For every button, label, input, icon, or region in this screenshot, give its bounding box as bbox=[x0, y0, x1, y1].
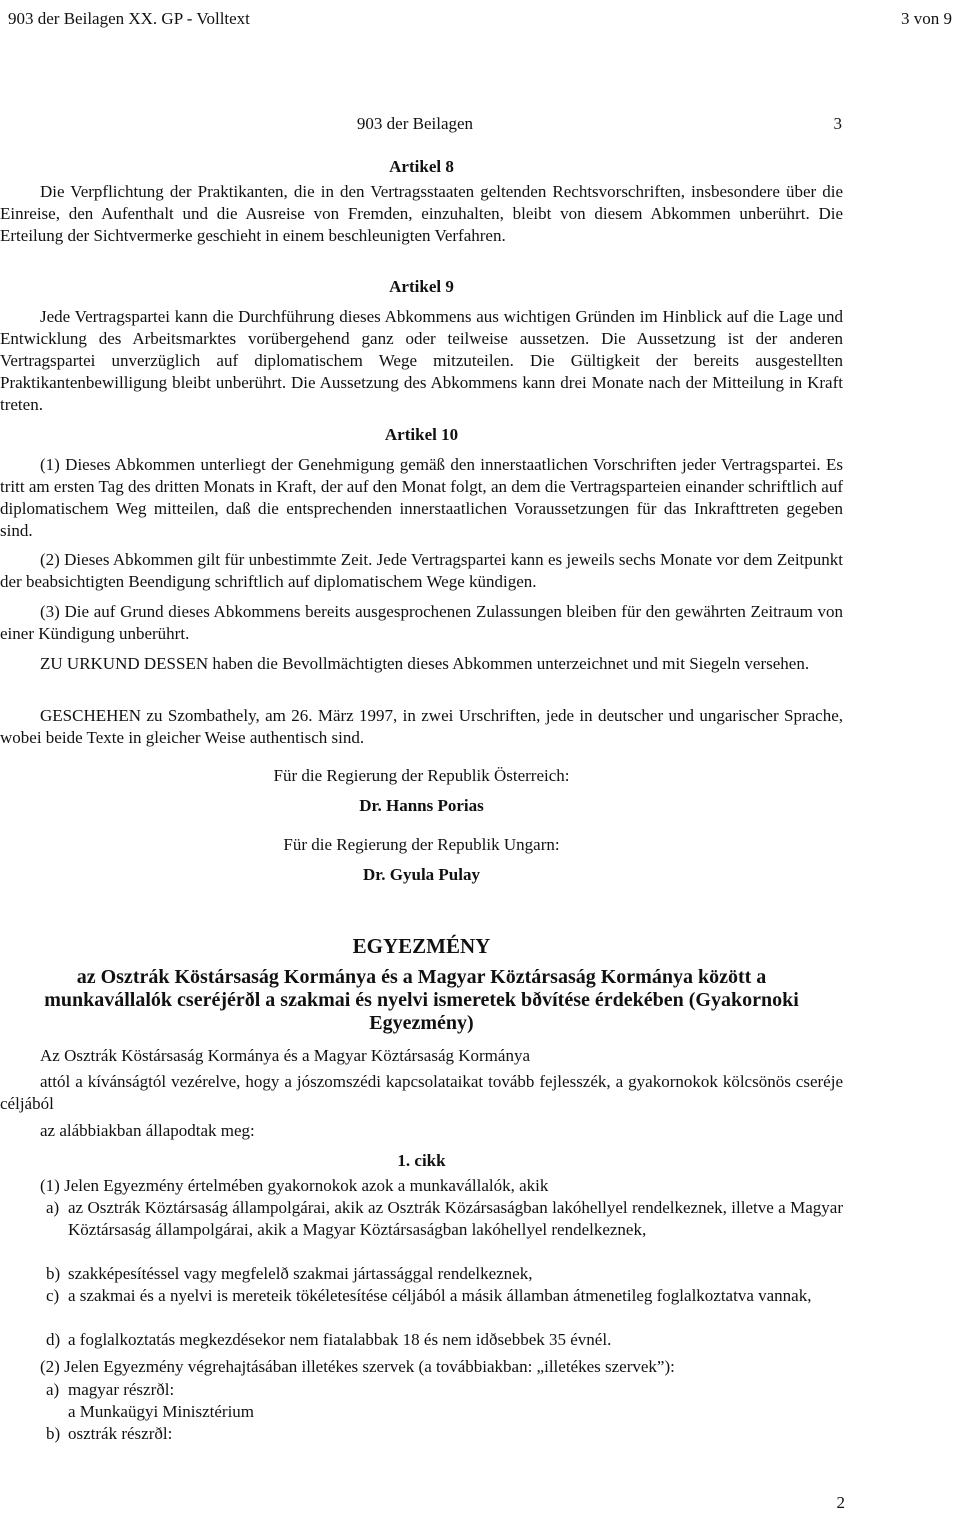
article-10-paragraph-3: (3) Die auf Grund dieses Abkommens bereits ausgesprochenen Zulassungen bleiben für den gewährten Zeitraum von einer Kündigung unberührt. bbox=[0, 602, 843, 643]
cikk-1-item-text: szakképesítéssel vagy megfelelð szakmai jártassággal rendelkeznek, bbox=[68, 1264, 533, 1283]
article-9-paragraph: Jede Vertragspartei kann die Durchführung dieses Abkommens aus wichtigen Gründen im Hinblick auf die Lage und Entwicklung des Arbeitsmarktes vorübergehend ganz oder teilweise aussetzen. Die Aussetzung ist der anderen Vertragspartei unverzüglich auf diplomatischem Wege mitzuteilen. Die Gültigkeit der bereits ausgestellten Praktikantenbewilligung bleibt unberührt. Die Aussetzung des Abkommens kann drei Monate nach der Mitteilung in Kraft treten. bbox=[0, 307, 843, 414]
page-header-title: 903 der Beilagen bbox=[356, 114, 474, 133]
cikk-1-p2-b-label: b) bbox=[46, 1424, 61, 1443]
hungarian-intro-1: Az Osztrák Köstársaság Kormánya és a Magyar Köztársaság Kormánya bbox=[40, 1046, 530, 1065]
cikk-1-p2-a-sub: a Munkaügyi Minisztérium bbox=[68, 1402, 255, 1421]
article-8-text bbox=[0, 181, 843, 247]
urkund-text: ZU URKUND DESSEN haben die Bevollmächtigten dieses Abkommen unterzeichnet und mit Siegeln versehen. bbox=[40, 654, 810, 673]
article-10-heading: Artikel 10 bbox=[384, 425, 459, 444]
cikk-1-p2-a-text: magyar részrðl: bbox=[68, 1380, 175, 1399]
article-8-heading: Artikel 8 bbox=[389, 157, 454, 176]
cikk-1-p2-a-label: a) bbox=[46, 1380, 60, 1399]
signature-austria-name: Dr. Hanns Porias bbox=[359, 796, 484, 815]
urkund-paragraph bbox=[0, 653, 843, 675]
signature-austria-label: Für die Regierung der Republik Österreich: bbox=[273, 766, 570, 785]
hungarian-intro-2 bbox=[0, 1071, 843, 1115]
hungarian-subtitle-1: az Osztrák Köstársaság Kormánya és a Magyar Köztársaság Kormánya között a bbox=[76, 966, 767, 988]
article-10-p2 bbox=[0, 549, 843, 593]
footer-page-number: 2 bbox=[836, 1493, 845, 1512]
cikk-1-item-text: az Osztrák Köztársaság állampolgárai, akik az Osztrák Közársaságban lakóhellyel rendelkeznek, illetve a Magyar Köztársaság állampolgárai, akik a Magyar Köztársaságban lakóhellyel rendelkeznek, bbox=[68, 1198, 843, 1239]
print-header-title: 903 der Beilagen XX. GP - Volltext bbox=[8, 9, 250, 28]
article-9-text bbox=[0, 306, 843, 416]
signature-hungary-label: Für die Regierung der Republik Ungarn: bbox=[283, 835, 560, 854]
cikk-1-item-label: d) bbox=[46, 1330, 61, 1349]
article-8-paragraph: Die Verpflichtung der Praktikanten, die in den Vertragsstaaten geltenden Rechtsvorschriften, insbesondere über die Einreise, den Aufenthalt und die Ausreise von Fremden, einzuhalten, bleibt von diesem Abkommen unberührt. Die Erteilung der Sichtvermerke geschieht in einem beschleunigten Verfahren. bbox=[0, 182, 843, 245]
hungarian-title: EGYEZMÉNY bbox=[352, 934, 491, 958]
hungarian-subtitle-2: munkavállalók cseréjérðl a szakmai és nyelvi ismeretek bðvítése érdekében (Gyakornoki bbox=[44, 989, 799, 1011]
cikk-1-heading: 1. cikk bbox=[397, 1151, 446, 1170]
cikk-1-item-text: a foglalkoztatás megkezdésekor nem fiatalabbak 18 és nem idðsebbek 35 évnél. bbox=[68, 1330, 612, 1349]
article-10-paragraph-2: (2) Dieses Abkommen gilt für unbestimmte Zeit. Jede Vertragspartei kann es jeweils sechs Monate vor dem Zeitpunkt der beabsichtigten Beendigung schriftlich auf diplomatischem Wege kündigen. bbox=[0, 550, 843, 591]
article-10-p1 bbox=[0, 454, 843, 542]
print-header-page: 3 von 9 bbox=[901, 9, 952, 28]
signature-hungary-name: Dr. Gyula Pulay bbox=[363, 865, 480, 884]
article-10-paragraph-1: (1) Dieses Abkommen unterliegt der Genehmigung gemäß den innerstaatlichen Vorschriften jeder Vertragspartei. Es tritt am ersten Tag des dritten Monats in Kraft, der auf den Monat folgt, an dem die Vertragsparteien einander schriftlich auf diplomatischem Weg mitteilen, daß die entsprechenden innerstaatlichen Voraussetzungen für das Inkrafttreten gegeben sind. bbox=[0, 455, 843, 540]
geschehen-text: GESCHEHEN zu Szombathely, am 26. März 1997, in zwei Urschriften, jede in deutscher und ungarischer Sprache, wobei beide Texte in gleicher Weise authentisch sind. bbox=[0, 706, 843, 747]
geschehen-paragraph bbox=[0, 705, 843, 749]
cikk-1-item-text: a szakmai és a nyelvi is mereteik tökéletesítése céljából a másik államban átmenetileg foglalkoztatva vannak, bbox=[68, 1286, 812, 1305]
print-header bbox=[0, 8, 960, 30]
cikk-1-item-label: c) bbox=[46, 1286, 60, 1305]
hungarian-intro-2-text: attól a kívánságtól vezérelve, hogy a jószomszédi kapcsolataikat tovább fejlesszék, a gyakornokok kölcsönös cseréje céljából bbox=[0, 1072, 843, 1113]
article-10-p3 bbox=[0, 601, 843, 645]
cikk-1-p2: (2) Jelen Egyezmény végrehajtásában illetékes szervek (a továbbiakban: „illetékes szervek”): bbox=[40, 1357, 675, 1376]
hungarian-intro-3: az alábbiakban állapodtak meg: bbox=[40, 1121, 255, 1140]
cikk-1-p1: (1) Jelen Egyezmény értelmében gyakornokok azok a munkavállalók, akik bbox=[40, 1176, 549, 1195]
article-9-heading: Artikel 9 bbox=[389, 277, 454, 296]
cikk-1-item-label: b) bbox=[46, 1264, 61, 1283]
cikk-1-p2-b-text: osztrák részrðl: bbox=[68, 1424, 173, 1443]
cikk-1-item-label: a) bbox=[46, 1198, 60, 1217]
page-header-number: 3 bbox=[833, 114, 842, 133]
hungarian-subtitle-3: Egyezmény) bbox=[369, 1012, 474, 1034]
